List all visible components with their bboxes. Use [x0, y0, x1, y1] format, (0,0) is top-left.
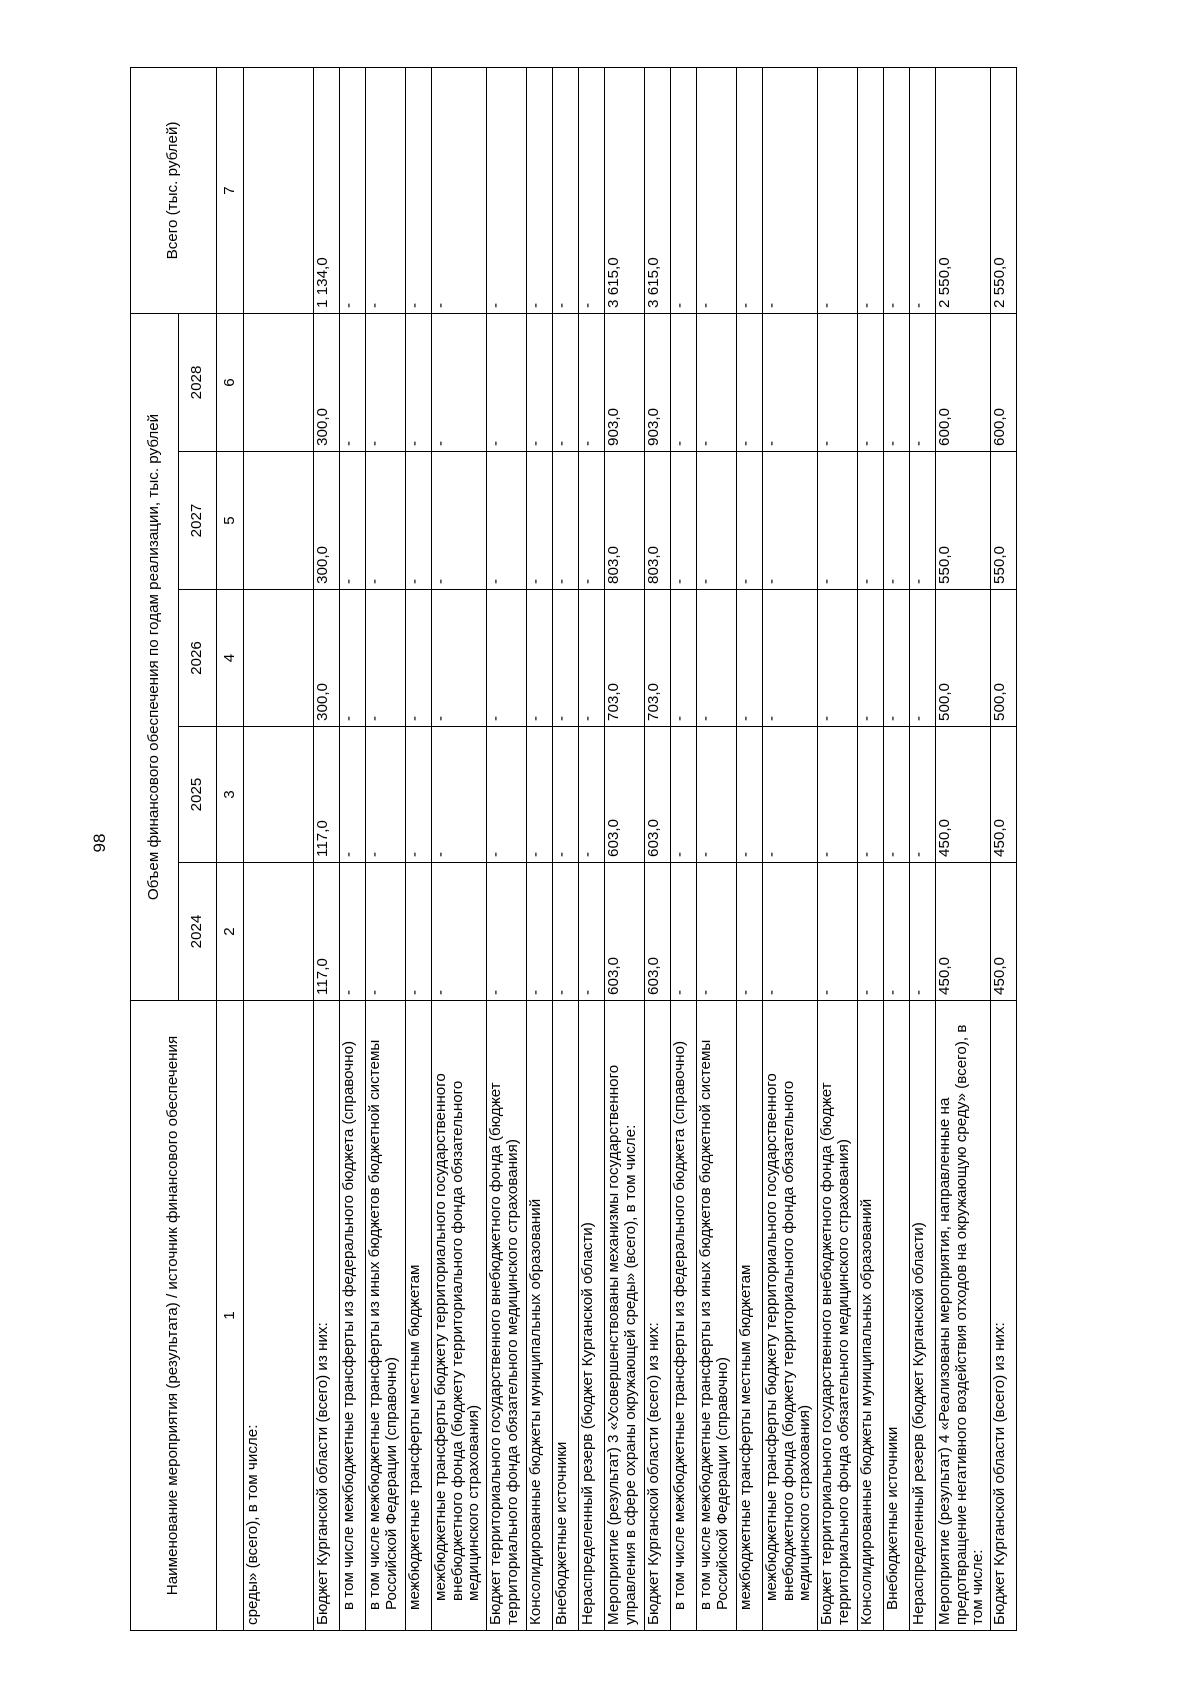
row-value: -	[884, 727, 910, 863]
row-value: 2 550,0	[936, 67, 991, 313]
table-row	[697, 67, 737, 1630]
row-value	[244, 863, 314, 1001]
row-value	[244, 590, 314, 727]
column-numbers-row	[217, 67, 244, 1630]
row-value: -	[884, 863, 910, 1001]
column-number: 4	[217, 590, 244, 727]
row-value: -	[432, 313, 487, 451]
row-label: Нераспределенный резерв (бюджет Курганской области)	[910, 1001, 936, 1631]
row-value: 450,0	[936, 863, 991, 1001]
row-value: -	[737, 313, 763, 451]
row-value: -	[884, 452, 910, 590]
row-value: -	[406, 590, 432, 727]
header-name-column: Наименование мероприятия (результата) / источник финансового обеспечения	[131, 1001, 217, 1631]
row-value: -	[818, 727, 858, 863]
row-value: -	[671, 863, 697, 1001]
row-value: -	[910, 313, 936, 451]
table-row	[910, 67, 936, 1630]
row-label: межбюджетные трансферты местным бюджетам	[737, 1001, 763, 1631]
row-value: -	[579, 727, 605, 863]
row-value	[244, 313, 314, 451]
row-value: 450,0	[936, 727, 991, 863]
column-number: 3	[217, 727, 244, 863]
row-value	[244, 727, 314, 863]
row-value: -	[340, 727, 366, 863]
row-label: Бюджет территориального государственного внебюджетного фонда (бюджет территориального фонда обязательного медицинского страхования)	[487, 1001, 527, 1631]
row-value: -	[553, 863, 579, 1001]
row-value: 3 615,0	[645, 67, 671, 313]
rotated-table-container	[130, 68, 1090, 1631]
row-value: -	[763, 590, 818, 727]
row-value: -	[818, 863, 858, 1001]
row-value: -	[671, 727, 697, 863]
row-label: Бюджет Курганской области (всего) из них:	[645, 1001, 671, 1631]
row-value: -	[366, 590, 406, 727]
row-value: -	[366, 863, 406, 1001]
row-value: -	[818, 590, 858, 727]
row-value: -	[910, 590, 936, 727]
row-value: -	[579, 590, 605, 727]
row-value: -	[910, 67, 936, 313]
table-row	[487, 67, 527, 1630]
row-label: среды» (всего), в том числе:	[244, 1001, 314, 1631]
row-value: -	[487, 67, 527, 313]
row-value: 117,0	[314, 727, 340, 863]
row-value: -	[432, 727, 487, 863]
row-label: межбюджетные трансферты бюджету территориального государственного внебюджетного фонда (бюджету территориального фонда обязательного медицинского страхования)	[763, 1001, 818, 1631]
row-value: -	[432, 863, 487, 1001]
financing-table	[130, 67, 1017, 1631]
row-value: 500,0	[991, 590, 1017, 727]
row-value: -	[763, 452, 818, 590]
table-row	[432, 67, 487, 1630]
row-value: -	[910, 452, 936, 590]
row-label: Бюджет территориального государственного внебюджетного фонда (бюджет территориального фонда обязательного медицинского страхования)	[818, 1001, 858, 1631]
row-value: -	[340, 863, 366, 1001]
row-value: -	[671, 313, 697, 451]
table-row	[244, 67, 314, 1630]
row-value: -	[432, 67, 487, 313]
row-value: -	[697, 452, 737, 590]
row-value: -	[527, 67, 553, 313]
row-value: 603,0	[645, 863, 671, 1001]
row-value: -	[527, 313, 553, 451]
row-label: Бюджет Курганской области (всего) из них:	[314, 1001, 340, 1631]
row-value: 550,0	[936, 452, 991, 590]
row-value: -	[737, 590, 763, 727]
row-value: -	[527, 590, 553, 727]
row-value: -	[553, 452, 579, 590]
row-value: -	[579, 67, 605, 313]
row-value: -	[818, 313, 858, 451]
row-value: 550,0	[991, 452, 1017, 590]
row-value: -	[432, 452, 487, 590]
row-value: -	[487, 590, 527, 727]
table-row	[340, 67, 366, 1630]
row-value: -	[858, 727, 884, 863]
row-value: -	[487, 452, 527, 590]
row-value: 1 134,0	[314, 67, 340, 313]
row-value: -	[763, 67, 818, 313]
row-value: -	[671, 452, 697, 590]
header-years-group: Объем финансового обеспечения по годам реализации, тыс. рублей	[131, 313, 179, 1000]
row-value: -	[579, 313, 605, 451]
row-value: -	[366, 67, 406, 313]
row-label: в том числе межбюджетные трансферты из федерального бюджета (справочно)	[671, 1001, 697, 1631]
header-year: 2025	[179, 727, 217, 863]
column-number: 1	[217, 1001, 244, 1631]
row-value: 600,0	[936, 313, 991, 451]
row-value: 450,0	[991, 863, 1017, 1001]
column-number: 7	[217, 67, 244, 313]
row-value: -	[858, 67, 884, 313]
row-label: в том числе межбюджетные трансферты из иных бюджетов бюджетной системы Российской Федерации (справочно)	[697, 1001, 737, 1631]
table-row	[737, 67, 763, 1630]
table-row	[314, 67, 340, 1630]
row-label: Бюджет Курганской области (всего) из них:	[991, 1001, 1017, 1631]
row-value: -	[818, 67, 858, 313]
row-value: -	[884, 590, 910, 727]
row-value: -	[737, 727, 763, 863]
row-value: -	[737, 863, 763, 1001]
row-value: -	[858, 590, 884, 727]
row-label: в том числе межбюджетные трансферты из федерального бюджета (справочно)	[340, 1001, 366, 1631]
row-value: -	[553, 590, 579, 727]
row-value: -	[763, 863, 818, 1001]
row-label: Нераспределенный резерв (бюджет Курганской области)	[579, 1001, 605, 1631]
row-value: -	[697, 863, 737, 1001]
header-year: 2024	[179, 863, 217, 1001]
header-total: Всего (тыс. рублей)	[131, 67, 217, 313]
row-value: -	[406, 313, 432, 451]
header-year: 2026	[179, 590, 217, 727]
row-value: -	[858, 863, 884, 1001]
row-value: 603,0	[605, 863, 645, 1001]
row-value: 703,0	[605, 590, 645, 727]
table-row	[884, 67, 910, 1630]
table-row	[936, 67, 991, 1630]
column-number: 2	[217, 863, 244, 1001]
row-value: -	[763, 313, 818, 451]
header-year: 2028	[179, 313, 217, 451]
row-value: -	[432, 590, 487, 727]
row-value: -	[487, 313, 527, 451]
table-row	[579, 67, 605, 1630]
row-value: -	[487, 863, 527, 1001]
row-value: -	[340, 590, 366, 727]
page-number: 98	[90, 833, 109, 853]
row-value: -	[340, 452, 366, 590]
row-label: Внебюджетные источники	[553, 1001, 579, 1631]
row-value: -	[671, 590, 697, 727]
row-value: -	[910, 727, 936, 863]
row-label: межбюджетные трансферты местным бюджетам	[406, 1001, 432, 1631]
row-value: 2 550,0	[991, 67, 1017, 313]
table-row	[671, 67, 697, 1630]
row-value: -	[553, 727, 579, 863]
table-row	[645, 67, 671, 1630]
row-value: 500,0	[936, 590, 991, 727]
row-value: -	[884, 67, 910, 313]
row-value: -	[910, 863, 936, 1001]
table-row	[763, 67, 818, 1630]
table-row	[527, 67, 553, 1630]
row-value: -	[884, 313, 910, 451]
row-value: 903,0	[605, 313, 645, 451]
table-row	[605, 67, 645, 1630]
table-row	[553, 67, 579, 1630]
column-number: 6	[217, 313, 244, 451]
row-value: 600,0	[991, 313, 1017, 451]
row-value: -	[697, 313, 737, 451]
row-value: -	[737, 67, 763, 313]
row-value: -	[340, 313, 366, 451]
row-value: 3 615,0	[605, 67, 645, 313]
row-value: -	[818, 452, 858, 590]
row-value: -	[697, 67, 737, 313]
row-value: -	[553, 67, 579, 313]
row-value: -	[697, 727, 737, 863]
row-value: -	[487, 727, 527, 863]
column-number: 5	[217, 452, 244, 590]
row-value: 300,0	[314, 590, 340, 727]
table-row	[991, 67, 1017, 1630]
row-value: -	[579, 863, 605, 1001]
row-value: -	[527, 452, 553, 590]
row-value: -	[579, 452, 605, 590]
row-value: -	[366, 727, 406, 863]
row-value: 603,0	[605, 727, 645, 863]
row-value	[244, 452, 314, 590]
row-value: -	[737, 452, 763, 590]
row-label: межбюджетные трансферты бюджету территориального государственного внебюджетного фонда (бюджету территориального фонда обязательного медицинского страхования)	[432, 1001, 487, 1631]
row-value: -	[340, 67, 366, 313]
row-value: 450,0	[991, 727, 1017, 863]
row-value: 603,0	[645, 727, 671, 863]
row-label: Мероприятие (результат) 3 «Усовершенствованы механизмы государственного управления в сфере охраны окружающей среды» (всего), в том числе:	[605, 1001, 645, 1631]
row-value: -	[527, 863, 553, 1001]
row-value: 803,0	[645, 452, 671, 590]
row-value: -	[366, 313, 406, 451]
row-value: -	[406, 67, 432, 313]
row-value: -	[406, 452, 432, 590]
row-value: -	[671, 67, 697, 313]
table-row	[858, 67, 884, 1630]
row-value: -	[553, 313, 579, 451]
row-value: 300,0	[314, 313, 340, 451]
row-label: Консолидированные бюджеты муниципальных образований	[858, 1001, 884, 1631]
row-value	[244, 67, 314, 313]
row-value: 703,0	[645, 590, 671, 727]
table-row	[366, 67, 406, 1630]
row-label: Консолидированные бюджеты муниципальных образований	[527, 1001, 553, 1631]
row-value: -	[763, 727, 818, 863]
row-label: Внебюджетные источники	[884, 1001, 910, 1631]
row-label: в том числе межбюджетные трансферты из иных бюджетов бюджетной системы Российской Федерации (справочно)	[366, 1001, 406, 1631]
row-value: 117,0	[314, 863, 340, 1001]
row-value: -	[858, 313, 884, 451]
row-value: -	[406, 727, 432, 863]
row-value: 300,0	[314, 452, 340, 590]
row-label: Мероприятие (результат) 4 «Реализованы мероприятия, направленные на предотвращение негативного воздействия отходов на окружающую среду» (всего), в том числе:	[936, 1001, 991, 1631]
row-value: -	[858, 452, 884, 590]
row-value: -	[697, 590, 737, 727]
table-body	[244, 67, 1017, 1630]
row-value: -	[406, 863, 432, 1001]
row-value: 903,0	[645, 313, 671, 451]
table-row	[406, 67, 432, 1630]
row-value: 803,0	[605, 452, 645, 590]
row-value: -	[527, 727, 553, 863]
row-value: -	[366, 452, 406, 590]
header-year: 2027	[179, 452, 217, 590]
table-row	[818, 67, 858, 1630]
